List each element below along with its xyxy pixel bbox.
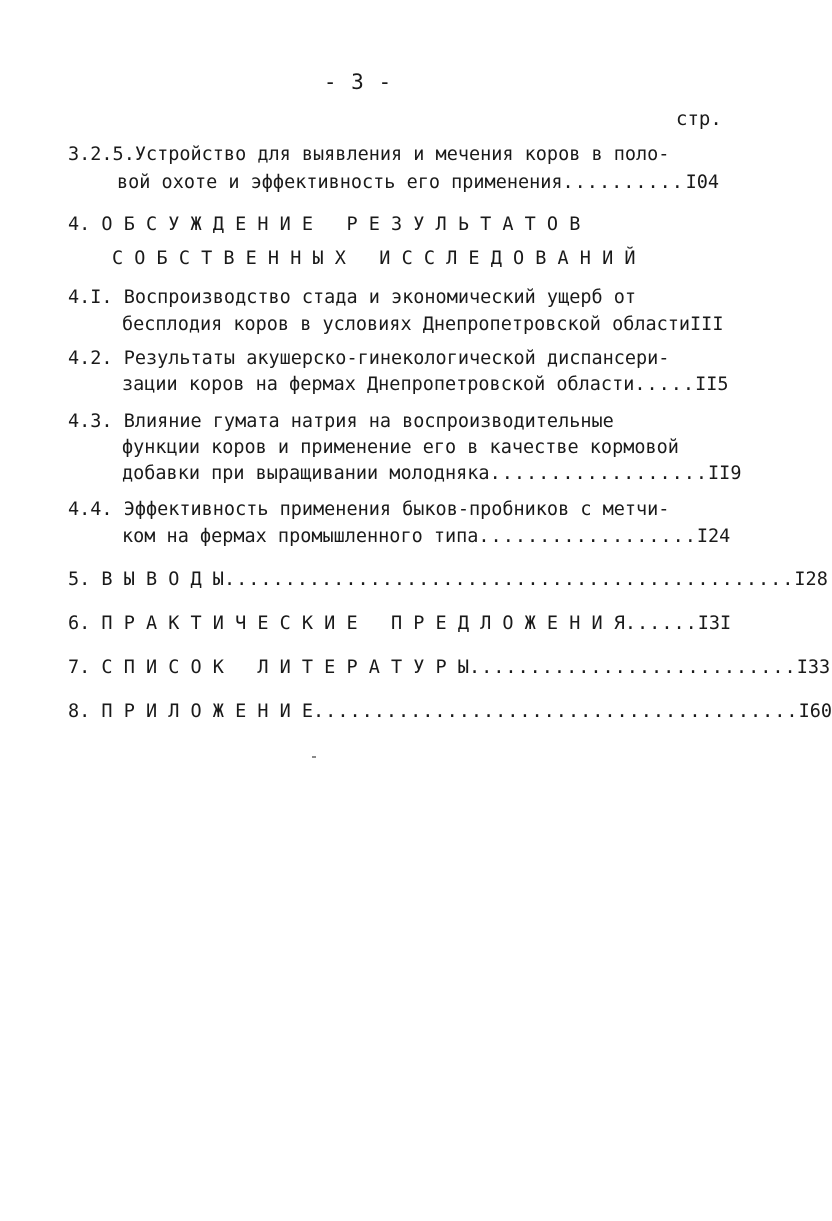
toc-entry-4-3-line-3 — [122, 461, 742, 487]
toc-entry-4-2-line-1: 4.2. Результаты акушерско-гинекологической диспансери- — [68, 348, 670, 369]
toc-entry-text: добавки при выращивании молодняка — [122, 463, 490, 484]
toc-entry-text: 5. В Ы В О Д Ы — [68, 569, 224, 590]
toc-entry-text: ком на фермах промышленного типа — [122, 526, 479, 547]
toc-entry-4-1-line-2 — [122, 312, 724, 338]
toc-entry-text: зации коров на фермах Днепропетровской области — [122, 374, 635, 395]
toc-page-number: I3I — [697, 613, 732, 634]
leader-dots: ........................... — [468, 657, 797, 678]
leader-dots: ..... — [634, 374, 696, 395]
toc-section-6 — [68, 611, 732, 637]
toc-page-number: I04 — [685, 172, 719, 193]
toc-entry-4-1-line-1: 4.I. Воспроизводство стада и экономический ущерб от — [68, 287, 637, 308]
toc-page-number: III — [690, 314, 724, 335]
leader-dots: .......... — [562, 172, 684, 193]
toc-page-number: II9 — [708, 463, 742, 484]
toc-entry-text: 7. С П И С О К Л И Т Е Р А Т У Р Ы — [68, 657, 469, 678]
leader-dots: .................. — [478, 526, 697, 547]
toc-entry-text: бесплодия коров в условиях Днепропетровской области — [122, 314, 691, 335]
toc-entry-text: вой охоте и эффективность его применения — [117, 172, 563, 193]
page-number: - 3 - — [323, 70, 393, 94]
toc-entry-3-2-5-line-1: 3.2.5.Устройство для выявления и мечения коров в поло- — [68, 144, 670, 165]
toc-entry-4-3-line-1: 4.3. Влияние гумата натрия на воспроизводительные — [68, 411, 614, 432]
toc-entry-4-3-line-2: функции коров и применение его в качестве кормовой — [122, 437, 679, 458]
toc-entry-3-2-5-line-2 — [117, 170, 719, 196]
scan-speck — [312, 756, 316, 758]
toc-page-number: I24 — [696, 526, 731, 547]
toc-page-number: I33 — [796, 657, 831, 678]
toc-page-number: I60 — [798, 701, 832, 722]
toc-entry-4-4-line-1: 4.4. Эффективность применения быков-пробников с метчи- — [68, 499, 670, 520]
toc-section-8 — [68, 699, 832, 725]
toc-section-5 — [68, 567, 828, 593]
toc-page-number: II5 — [695, 374, 729, 395]
leader-dots: ............................................... — [223, 569, 795, 590]
toc-page-number: I28 — [794, 569, 828, 590]
toc-entry-4-4-line-2 — [122, 524, 731, 550]
toc-section-4-heading-line-1: 4. О Б С У Ж Д Е Н И Е Р Е З У Л Ь Т А Т О В — [68, 214, 581, 235]
leader-dots: .................. — [489, 463, 709, 484]
leader-dots: ...... — [624, 613, 698, 634]
toc-section-7 — [68, 655, 831, 681]
toc-entry-text: 6. П Р А К Т И Ч Е С К И Е П Р Е Д Л О Ж Е Н И Я — [68, 613, 625, 634]
toc-section-4-heading-line-2: С О Б С Т В Е Н Н Ы Х И С С Л Е Д О В А Н И Й — [112, 248, 636, 269]
toc-entry-4-2-line-2 — [122, 372, 729, 398]
leader-dots: ........................................ — [313, 701, 799, 722]
toc-entry-text: 8. П Р И Л О Ж Е Н И Е — [68, 701, 314, 722]
pages-column-label: стр. — [676, 108, 722, 130]
